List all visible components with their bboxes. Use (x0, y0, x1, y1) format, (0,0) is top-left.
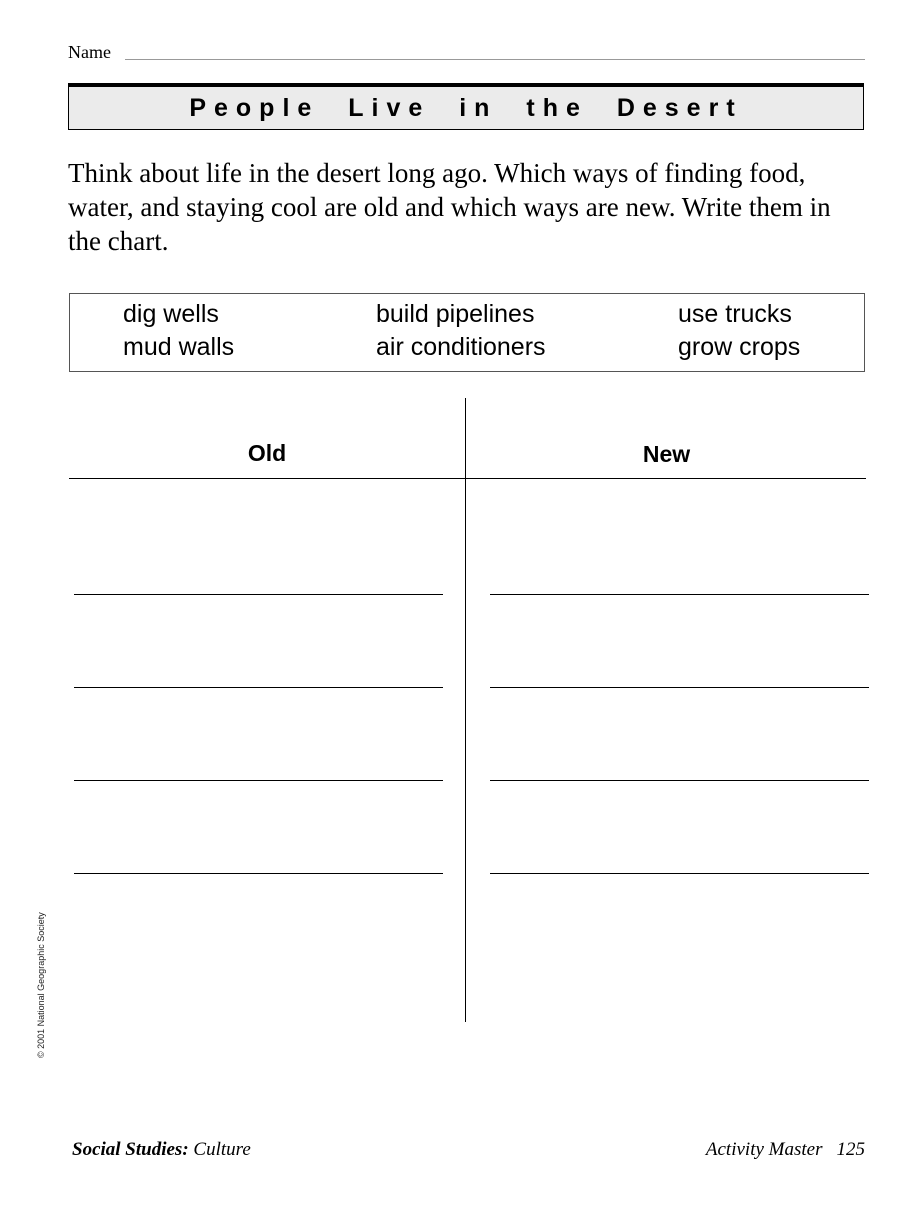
word-bank-item: dig wells (123, 300, 219, 328)
column-header-new: New (642, 441, 691, 467)
name-write-line[interactable] (125, 59, 865, 60)
chart-column-divider (465, 398, 466, 1022)
old-answer-line[interactable] (74, 687, 443, 688)
new-answer-line[interactable] (490, 780, 869, 781)
word-bank-item: build pipelines (376, 300, 535, 328)
old-answer-line[interactable] (74, 873, 443, 874)
footer-subject-topic: Culture (193, 1139, 251, 1160)
word-bank-item: grow crops (678, 333, 801, 361)
footer-activity-label: Activity Master (705, 1139, 823, 1160)
column-header-old: Old (247, 440, 287, 466)
page-number: 125 (836, 1139, 865, 1160)
page-title: People Live in the Desert (189, 93, 743, 122)
title-banner (68, 83, 864, 130)
word-bank-item: mud walls (123, 333, 235, 361)
instructions-text: Think about life in the desert long ago. Which ways of finding food, water, and staying cool are old and which ways are new. Write them in the chart. (68, 158, 831, 256)
footer-subject-bold: Social Studies: (72, 1139, 189, 1160)
new-answer-line[interactable] (490, 873, 869, 874)
old-answer-line[interactable] (74, 594, 443, 595)
new-answer-line[interactable] (490, 594, 869, 595)
word-bank (69, 293, 865, 372)
new-answer-line[interactable] (490, 687, 869, 688)
name-label: Name (68, 42, 111, 62)
word-bank-item: use trucks (678, 300, 792, 328)
footer-activity (600, 1139, 865, 1161)
footer-subject (72, 1139, 251, 1161)
chart-header-rule (69, 478, 866, 479)
copyright-notice: © 2001 National Geographic Society (36, 912, 46, 1058)
old-answer-line[interactable] (74, 780, 443, 781)
word-bank-item: air conditioners (376, 333, 546, 361)
